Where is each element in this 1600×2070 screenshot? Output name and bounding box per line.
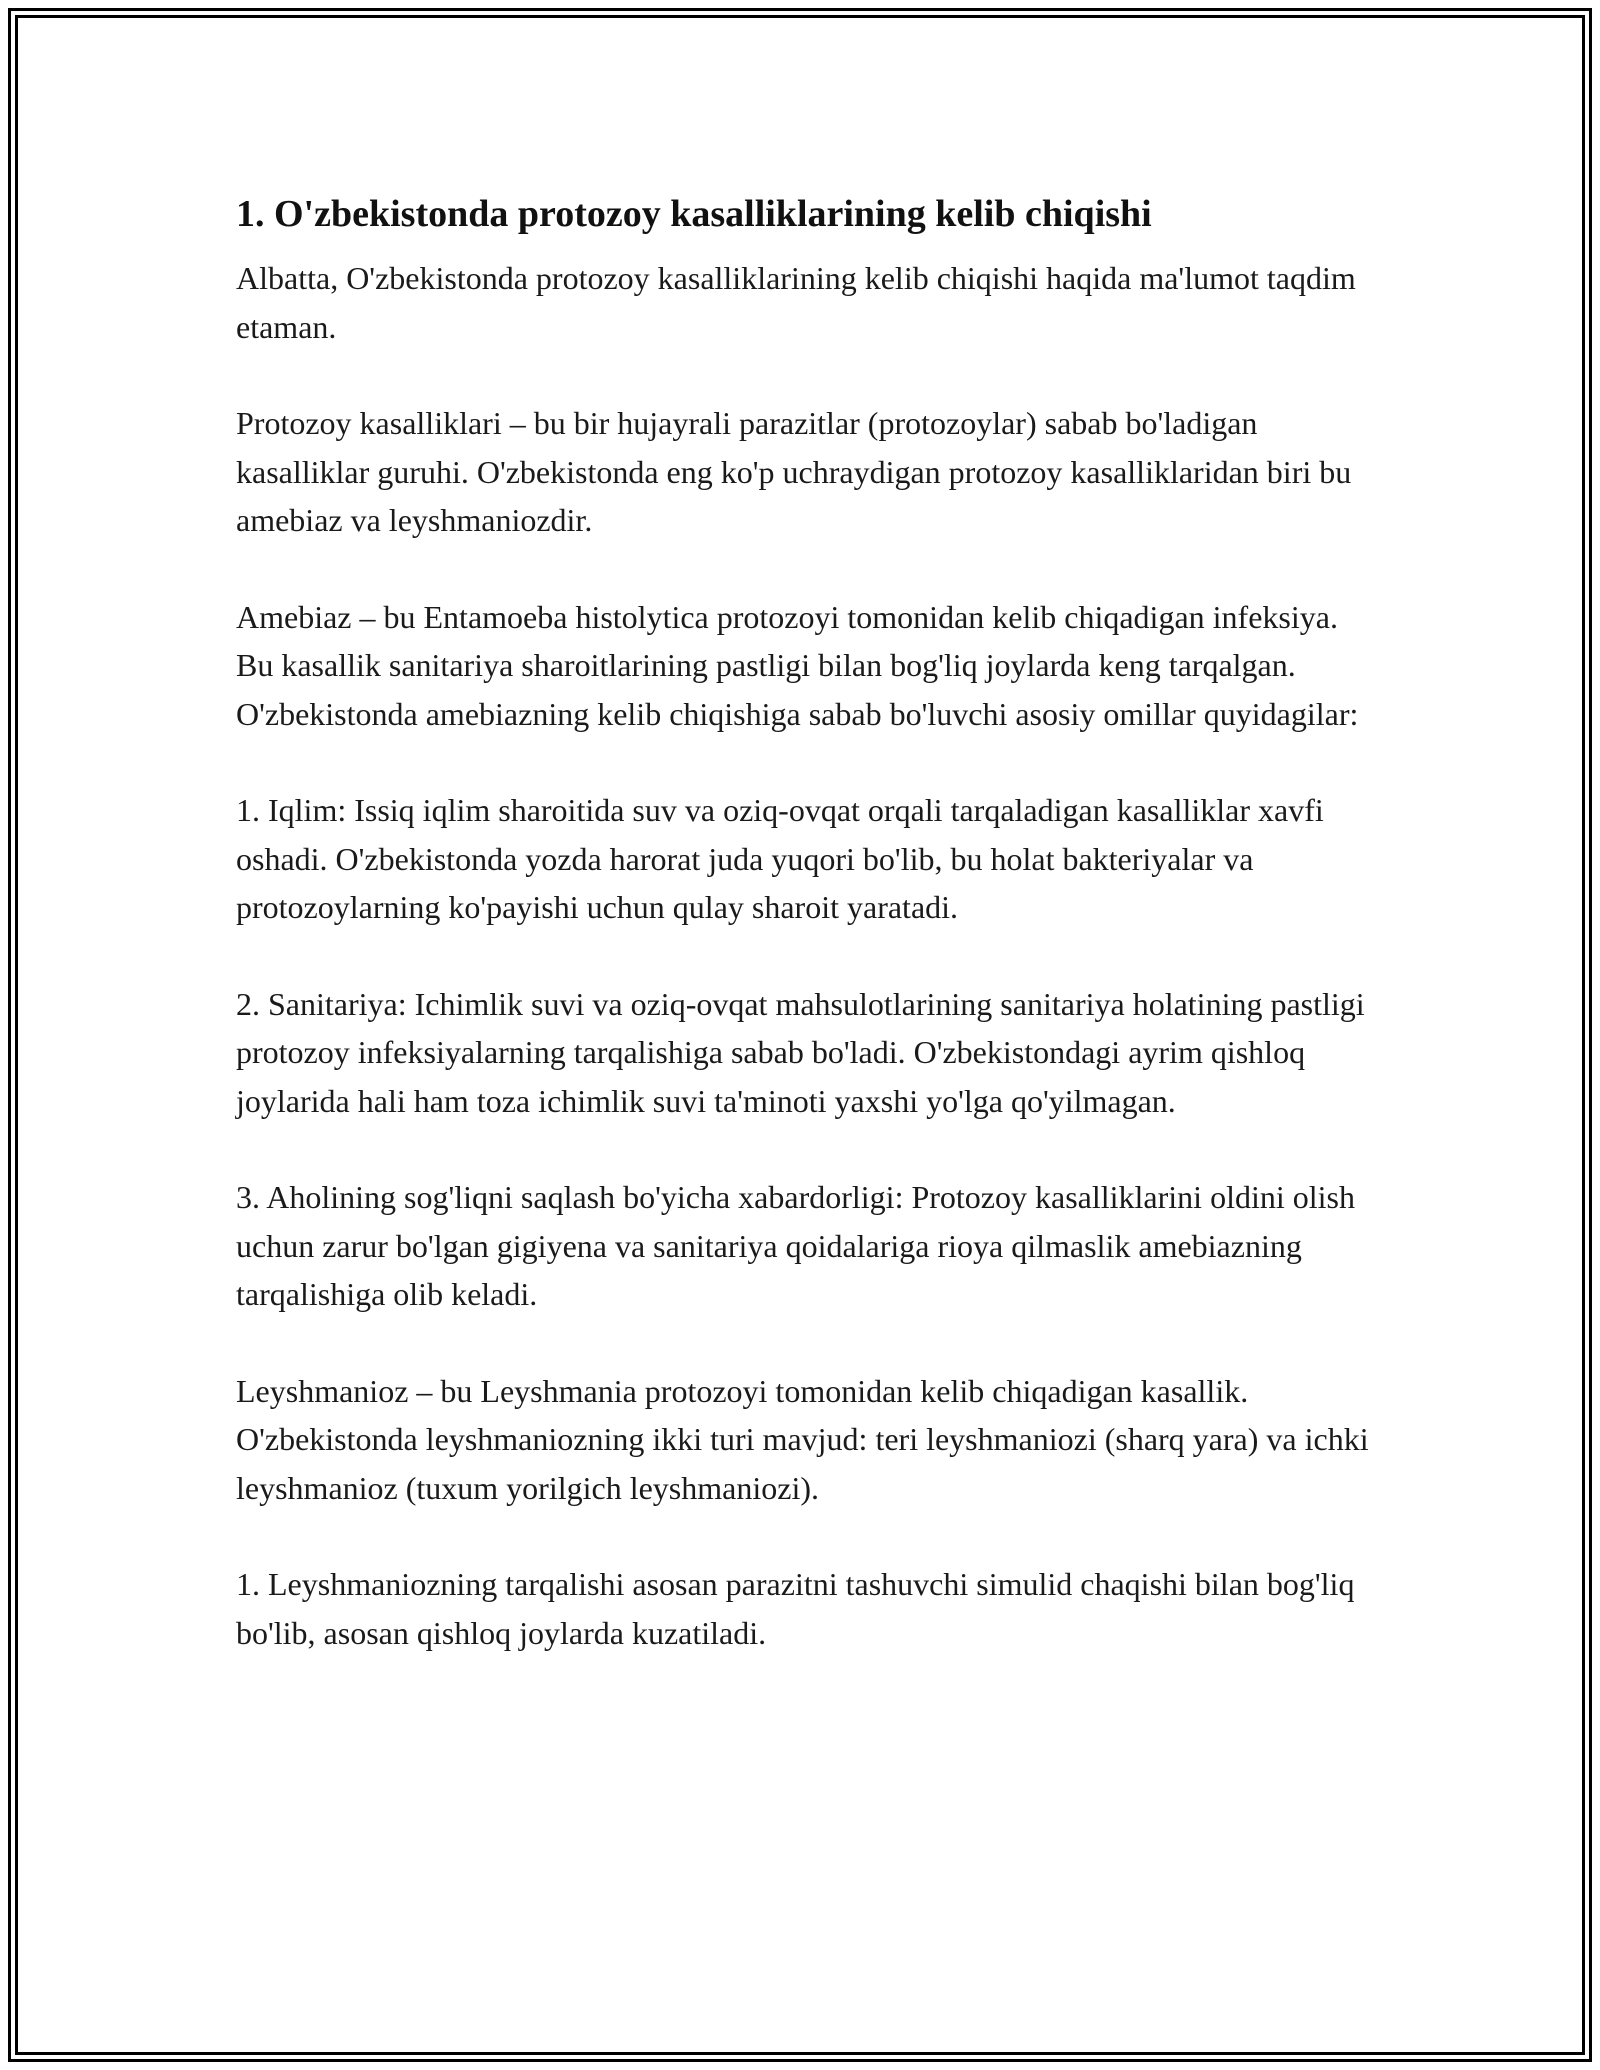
document-page: [236, 186, 1376, 1705]
paragraph-protozoa-definition: Protozoy kasalliklari – bu bir hujayrali parazitlar (protozoylar) sabab bo'ladigan kasalliklar guruhi. O'zbekistonda eng ko'p uchraydigan protozoy kasalliklaridan biri bu amebiaz va leyshmaniozdir.: [236, 405, 1352, 538]
paragraph-factor-sanitation: 2. Sanitariya: Ichimlik suvi va oziq-ovqat mahsulotlarining sanitariya holatining pastligi protozoy infeksiyalarning tarqalishiga sabab bo'ladi. O'zbekistondagi ayrim qishloq joylarida hali ham toza ichimlik suvi ta'minoti yaxshi yo'lga qo'yilmagan.: [236, 985, 1365, 1119]
paragraph-factor-awareness: 3. Aholining sog'liqni saqlash bo'yicha xabardorligi: Protozoy kasalliklarini oldini olish uchun zarur bo'lgan gigiyena va sanitariya qoidalariga rioya qilmaslik amebiazning tarqalishiga olib keladi.: [236, 1179, 1355, 1312]
paragraph-amebiasis: Amebiaz – bu Entamoeba histolytica protozoyi tomonidan kelib chiqadigan infeksiya. Bu kasallik sanitariya sharoitlarining pastligi bilan bog'liq joylarda keng tarqalgan. O'zbekistonda amebiazning kelib chiqishiga sabab bo'luvchi asosiy omillar quyidagilar:: [236, 598, 1359, 732]
paragraph-leishmaniasis-spread: 1. Leyshmaniozning tarqalishi asosan parazitni tashuvchi simulid chaqishi bilan bog'liq bo'lib, asosan qishloq joylarda kuzatiladi.: [236, 1566, 1355, 1651]
paragraph-leishmaniasis: Leyshmanioz – bu Leyshmania protozoyi tomonidan kelib chiqadigan kasallik. O'zbekistonda leyshmaniozning ikki turi mavjud: teri leyshmaniozi (sharq yara) va ichki leyshmanioz (tuxum yorilgich leyshmaniozi).: [236, 1372, 1369, 1506]
paragraph-intro: Albatta, O'zbekistonda protozoy kasalliklarining kelib chiqishi haqida ma'lumot taqdim etaman.: [236, 260, 1356, 345]
document-title: 1. O'zbekistonda protozoy kasalliklarining kelib chiqishi: [236, 193, 1152, 235]
paragraph-factor-climate: 1. Iqlim: Issiq iqlim sharoitida suv va oziq-ovqat orqali tarqaladigan kasalliklar xavfi oshadi. O'zbekistonda yozda harorat juda yuqori bo'lib, bu holat bakteriyalar va protozoylarning ko'payishi uchun qulay sharoit yaratadi.: [236, 792, 1324, 925]
